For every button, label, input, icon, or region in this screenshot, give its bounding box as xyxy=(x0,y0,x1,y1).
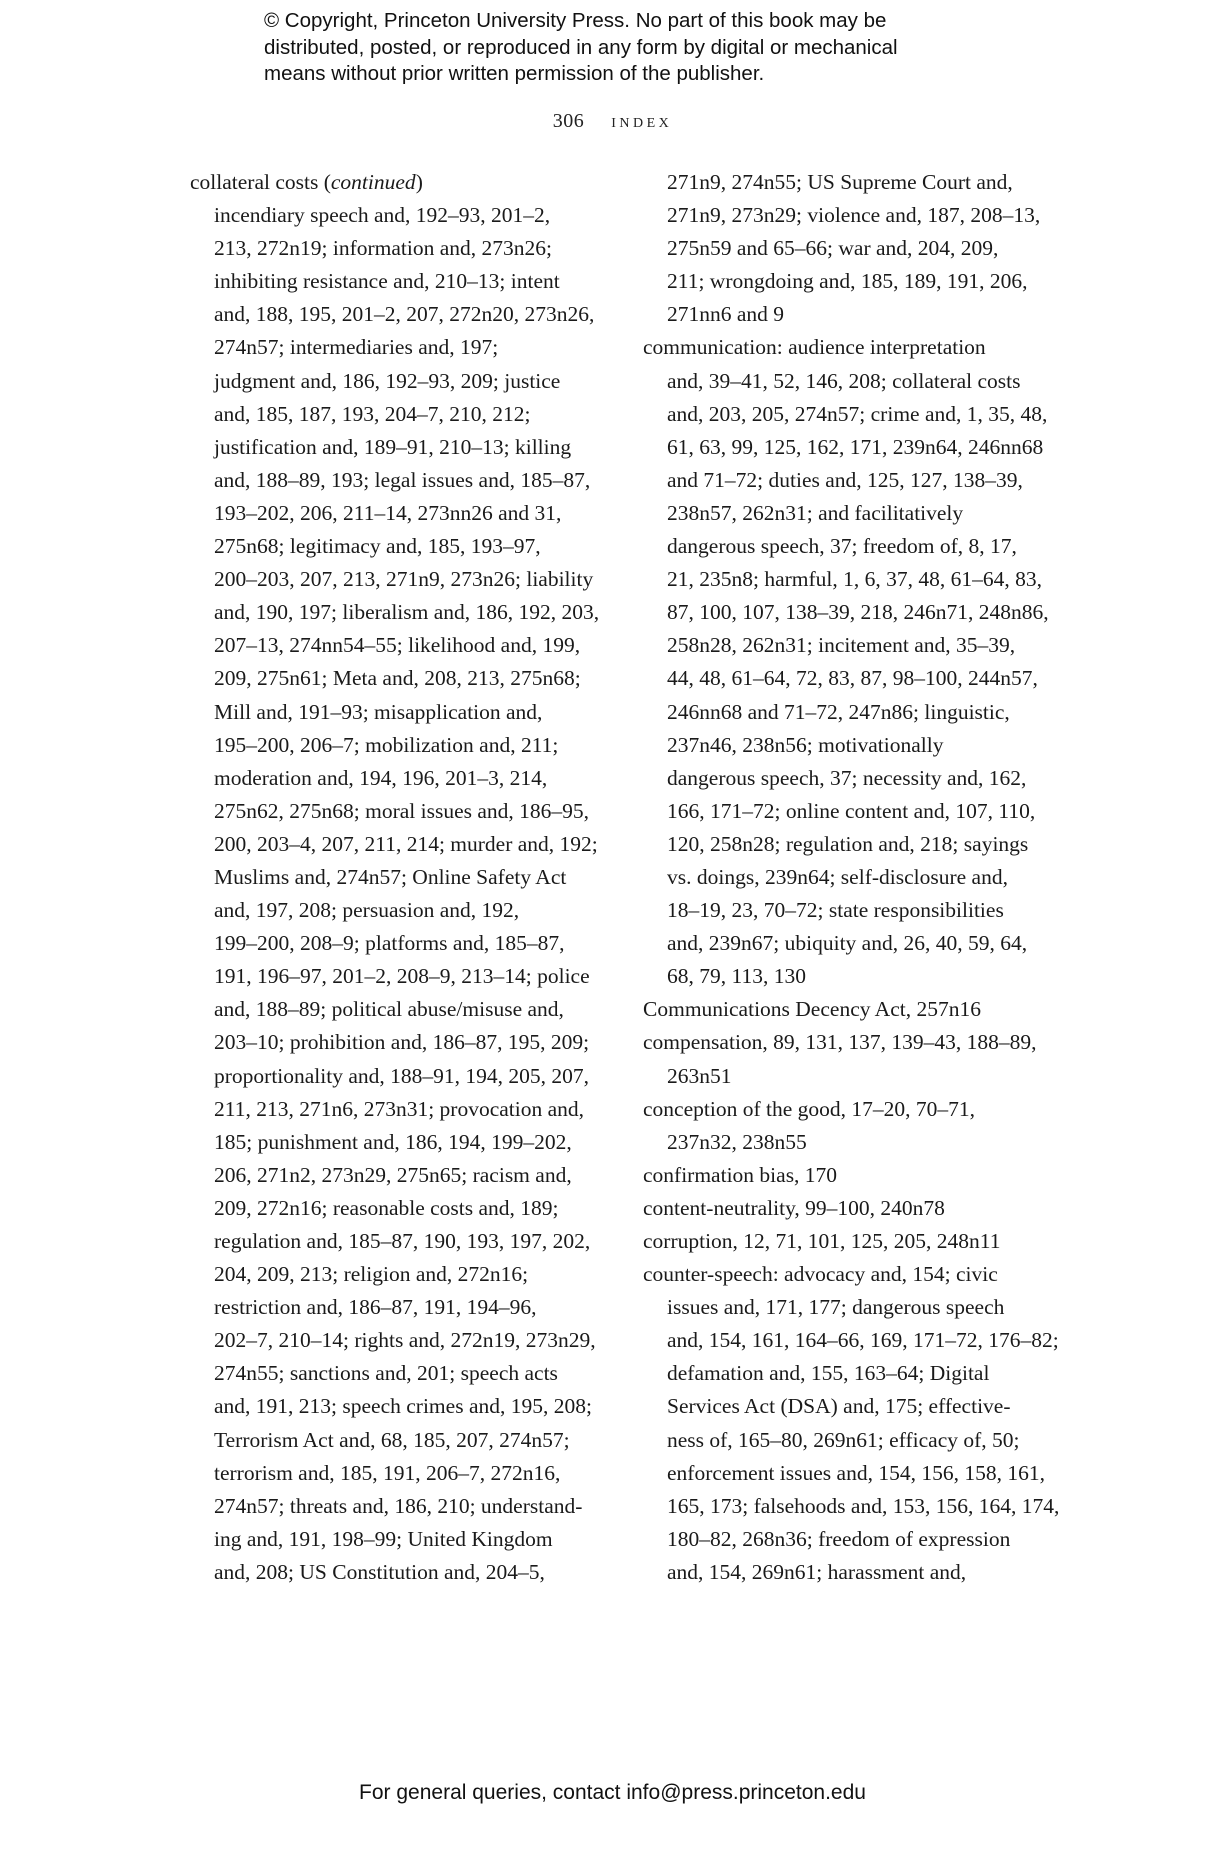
index-line: 258n28, 262n31; incitement and, 35–39, xyxy=(667,633,1016,658)
index-line: 271n9, 273n29; violence and, 187, 208–13, xyxy=(667,203,1041,228)
index-line: 211; wrongdoing and, 185, 189, 191, 206, xyxy=(667,269,1028,294)
index-line: 185; punishment and, 186, 194, 199–202, xyxy=(214,1129,572,1154)
index-line: and, 197, 208; persuasion and, 192, xyxy=(214,898,520,923)
index-line: 87, 100, 107, 138–39, 218, 246n71, 248n86, xyxy=(667,600,1049,625)
index-entry-head: counter-speech: advocacy and, 154; civic xyxy=(643,1262,998,1287)
section-title: index xyxy=(611,110,673,132)
index-line: 120, 258n28; regulation and, 218; sayings xyxy=(667,831,1029,856)
index-line: 209, 275n61; Meta and, 208, 213, 275n68; xyxy=(214,666,581,691)
index-line: and 71–72; duties and, 125, 127, 138–39, xyxy=(667,467,1023,492)
index-line: 271nn6 and 9 xyxy=(667,302,785,327)
index-line: defamation and, 155, 163–64; Digital xyxy=(667,1361,990,1386)
index-line: 18–19, 23, 70–72; state responsibilities xyxy=(667,898,1004,923)
index-line: 237n46, 238n56; motivationally xyxy=(667,732,944,757)
index-line: and, 239n67; ubiquity and, 26, 40, 59, 64, xyxy=(667,931,1028,956)
index-line: Terrorism Act and, 68, 185, 207, 274n57; xyxy=(214,1427,570,1452)
index-line: 200, 203–4, 207, 211, 214; murder and, 192; xyxy=(214,831,598,856)
copyright-line: means without prior written permission of the publisher. xyxy=(264,62,765,85)
index-line: and, 203, 205, 274n57; crime and, 1, 35, 48, xyxy=(667,401,1048,426)
index-line: 274n57; threats and, 186, 210; understand- xyxy=(214,1493,583,1518)
index-line: 275n68; legitimacy and, 185, 193–97, xyxy=(214,534,541,559)
index-line: and, 190, 197; liberalism and, 186, 192, 203, xyxy=(214,600,600,625)
index-term-close: ) xyxy=(415,170,423,194)
index-line: and, 191, 213; speech crimes and, 195, 208; xyxy=(214,1394,592,1419)
index-line: 166, 171–72; online content and, 107, 110, xyxy=(667,798,1036,823)
index-line: and, 185, 187, 193, 204–7, 210, 212; xyxy=(214,401,531,426)
index-line: incendiary speech and, 192–93, 201–2, xyxy=(214,203,551,228)
index-line: and, 188–89; political abuse/misuse and, xyxy=(214,997,564,1022)
index-line: justification and, 189–91, 210–13; killing xyxy=(214,434,572,459)
index-line: regulation and, 185–87, 190, 193, 197, 202, xyxy=(214,1229,591,1253)
index-line: dangerous speech, 37; necessity and, 162, xyxy=(667,765,1027,790)
index-line: 199–200, 208–9; platforms and, 185–87, xyxy=(214,931,565,956)
index-line: judgment and, 186, 192–93, 209; justice xyxy=(214,368,561,393)
page-number: 306 xyxy=(552,110,585,132)
index-line: 44, 48, 61–64, 72, 83, 87, 98–100, 244n57, xyxy=(667,666,1038,691)
index-line: restriction and, 186–87, 191, 194–96, xyxy=(214,1295,537,1320)
index-line: and, 208; US Constitution and, 204–5, xyxy=(214,1559,545,1584)
index-line: 165, 173; falsehoods and, 153, 156, 164, 174, xyxy=(667,1493,1060,1518)
index-entry-head: compensation, 89, 131, 137, 139–43, 188–89, xyxy=(643,1030,1037,1055)
index-line: and, 154, 269n61; harassment and, xyxy=(667,1559,967,1584)
index-line: 200–203, 207, 213, 271n9, 273n26; liability xyxy=(214,567,594,592)
index-line: 274n55; sanctions and, 201; speech acts xyxy=(214,1361,558,1386)
index-entry-head: Communications Decency Act, 257n16 xyxy=(643,997,981,1022)
index-line: 271n9, 274n55; US Supreme Court and, xyxy=(667,170,1013,194)
index-line: 238n57, 262n31; and facilitatively xyxy=(667,500,964,525)
index-line: 195–200, 206–7; mobilization and, 211; xyxy=(214,732,559,757)
index-line: 68, 79, 113, 130 xyxy=(667,964,806,989)
index-line: 180–82, 268n36; freedom of expression xyxy=(667,1526,1011,1551)
index-column-left xyxy=(190,166,599,1589)
continued-label: continued xyxy=(330,170,416,194)
index-line: and, 39–41, 52, 146, 208; collateral costs xyxy=(667,368,1021,393)
footer-contact: For general queries, contact info@press.princeton.edu xyxy=(359,1781,866,1804)
index-line: Services Act (DSA) and, 175; effective- xyxy=(667,1394,1011,1419)
index-entry-head: content-neutrality, 99–100, 240n78 xyxy=(643,1195,945,1220)
index-line: 21, 235n8; harmful, 1, 6, 37, 48, 61–64, 83, xyxy=(667,567,1043,592)
index-line: 61, 63, 99, 125, 162, 171, 239n64, 246nn68 xyxy=(667,434,1044,459)
index-line: 209, 272n16; reasonable costs and, 189; xyxy=(214,1195,559,1220)
index-line: 206, 271n2, 273n29, 275n65; racism and, xyxy=(214,1162,572,1187)
index-entry-head: confirmation bias, 170 xyxy=(643,1162,838,1187)
index-line: 213, 272n19; information and, 273n26; xyxy=(214,236,552,261)
index-line: inhibiting resistance and, 210–13; intent xyxy=(214,269,560,294)
index-line: 207–13, 274nn54–55; likelihood and, 199, xyxy=(214,633,581,658)
index-line: proportionality and, 188–91, 194, 205, 207, xyxy=(214,1063,590,1088)
index-entry-head: corruption, 12, 71, 101, 125, 205, 248n11 xyxy=(643,1229,1001,1253)
index-line: 263n51 xyxy=(667,1063,732,1088)
copyright-line: © Copyright, Princeton University Press. No part of this book may be xyxy=(264,9,887,32)
index-subentries xyxy=(190,199,599,1589)
index-column-right xyxy=(643,166,1059,1589)
copyright-notice xyxy=(264,8,1024,88)
index-line: enforcement issues and, 154, 156, 158, 161, xyxy=(667,1460,1045,1485)
running-head xyxy=(0,110,1225,133)
index-line: 191, 196–97, 201–2, 208–9, 213–14; police xyxy=(214,964,590,989)
index-line: 193–202, 206, 211–14, 273nn26 and 31, xyxy=(214,500,562,525)
index-entry-head: communication: audience interpretation xyxy=(643,335,986,360)
index-line: moderation and, 194, 196, 201–3, 214, xyxy=(214,765,548,790)
index-line: Muslims and, 274n57; Online Safety Act xyxy=(214,864,567,889)
index-line: 246nn68 and 71–72, 247n86; linguistic, xyxy=(667,699,1010,724)
index-line: and, 188–89, 193; legal issues and, 185–87, xyxy=(214,467,591,492)
index-line: ness of, 165–80, 269n61; efficacy of, 50; xyxy=(667,1427,1020,1452)
index-line: and, 188, 195, 201–2, 207, 272n20, 273n26, xyxy=(214,302,595,327)
index-line: dangerous speech, 37; freedom of, 8, 17, xyxy=(667,534,1017,559)
index-line: 274n57; intermediaries and, 197; xyxy=(214,335,499,360)
index-line: 204, 209, 213; religion and, 272n16; xyxy=(214,1262,529,1287)
index-line: issues and, 171, 177; dangerous speech xyxy=(667,1295,1005,1320)
index-line: 275n59 and 65–66; war and, 204, 209, xyxy=(667,236,999,261)
index-line: ing and, 191, 198–99; United Kingdom xyxy=(214,1526,553,1551)
index-line: vs. doings, 239n64; self-disclosure and, xyxy=(667,864,1008,889)
index-entry-head xyxy=(190,166,599,199)
index-term: collateral costs ( xyxy=(190,170,331,194)
index-line: Mill and, 191–93; misapplication and, xyxy=(214,699,543,724)
index-line: 237n32, 238n55 xyxy=(667,1129,807,1154)
index-line: 275n62, 275n68; moral issues and, 186–95, xyxy=(214,798,590,823)
copyright-line: distributed, posted, or reproduced in any form by digital or mechanical xyxy=(264,35,898,59)
index-line: and, 154, 161, 164–66, 169, 171–72, 176–82; xyxy=(667,1328,1059,1353)
index-line: 211, 213, 271n6, 273n31; provocation and, xyxy=(214,1096,585,1121)
index-line: terrorism and, 185, 191, 206–7, 272n16, xyxy=(214,1460,561,1485)
index-entry-head: conception of the good, 17–20, 70–71, xyxy=(643,1096,976,1121)
index-line: 202–7, 210–14; rights and, 272n19, 273n29, xyxy=(214,1328,596,1353)
index-line: 203–10; prohibition and, 186–87, 195, 209; xyxy=(214,1030,590,1055)
